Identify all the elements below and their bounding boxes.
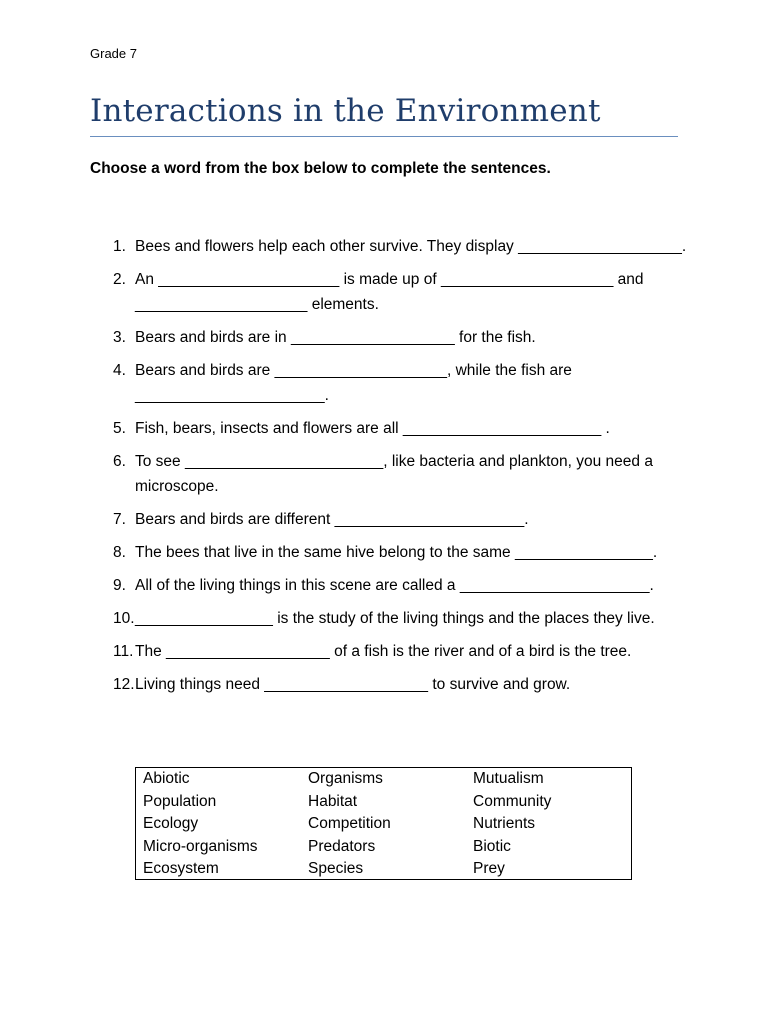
question-number: 4.: [113, 362, 126, 379]
question-number: 1.: [113, 238, 126, 255]
question-number: 7.: [113, 511, 126, 528]
question-number: 9.: [113, 577, 126, 594]
question-text: To see _______________________, like bacteria and plankton, you need a microscope.: [135, 453, 653, 495]
question-text: Bees and flowers help each other survive. They display ___________________.: [135, 238, 687, 255]
question-number: 10.: [113, 610, 135, 627]
question-number: 11.: [113, 643, 134, 660]
question-number: 2.: [113, 271, 126, 288]
question-text: All of the living things in this scene are called a ______________________.: [135, 577, 654, 594]
grade-label: Grade 7: [90, 46, 137, 61]
word-cell: Mutualism: [473, 770, 544, 788]
word-row: [136, 836, 631, 859]
question-item: [90, 606, 690, 631]
question-item: [90, 507, 690, 532]
word-cell: Predators: [308, 837, 376, 855]
question-number: 8.: [113, 544, 126, 561]
question-number: 12.: [113, 676, 135, 693]
word-cell: Competition: [308, 815, 391, 833]
word-cell: Population: [143, 792, 217, 810]
question-text: Living things need ___________________ to survive and grow.: [135, 676, 571, 693]
question-number: 6.: [113, 453, 126, 470]
word-row: [136, 768, 631, 791]
question-list: [90, 234, 690, 705]
word-cell: Prey: [473, 860, 505, 878]
word-row: [136, 858, 631, 881]
word-cell: Ecosystem: [143, 860, 219, 878]
question-item: [90, 639, 690, 664]
word-table: [136, 768, 631, 881]
question-text: Bears and birds are in ___________________ for the fish.: [135, 329, 536, 346]
question-text: ________________ is the study of the living things and the places they live.: [135, 610, 655, 627]
word-row: [136, 813, 631, 836]
question-item: [90, 234, 690, 259]
question-number: 5.: [113, 420, 126, 437]
question-number: 3.: [113, 329, 126, 346]
word-cell: Nutrients: [473, 815, 536, 833]
question-item: [90, 325, 690, 350]
question-text: Bears and birds are different ______________________.: [135, 511, 529, 528]
word-cell: Species: [308, 860, 364, 878]
word-box: [135, 767, 632, 880]
page-title: Interactions in the Environment: [90, 93, 678, 137]
question-item: [90, 672, 690, 697]
question-text: Fish, bears, insects and flowers are all _______________________ .: [135, 420, 610, 437]
word-cell: Organisms: [308, 770, 383, 788]
question-item: [90, 449, 690, 499]
question-text: Bears and birds are ____________________, while the fish are ______________________.: [135, 362, 572, 404]
word-cell: Abiotic: [143, 770, 190, 788]
question-item: [90, 573, 690, 598]
word-cell: Habitat: [308, 792, 358, 810]
question-item: [90, 358, 690, 408]
word-cell: Community: [473, 792, 552, 810]
word-cell: Biotic: [473, 837, 511, 855]
word-cell: Ecology: [143, 815, 199, 833]
question-text: The ___________________ of a fish is the river and of a bird is the tree.: [135, 643, 632, 660]
question-item: [90, 267, 690, 317]
word-cell: Micro-organisms: [143, 837, 258, 855]
question-item: [90, 540, 690, 565]
word-row: [136, 791, 631, 814]
question-item: [90, 416, 690, 441]
question-text: The bees that live in the same hive belong to the same ________________.: [135, 544, 658, 561]
question-text: An _____________________ is made up of ____________________ and ____________________ elements.: [135, 271, 644, 313]
instructions: Choose a word from the box below to complete the sentences.: [90, 160, 551, 177]
